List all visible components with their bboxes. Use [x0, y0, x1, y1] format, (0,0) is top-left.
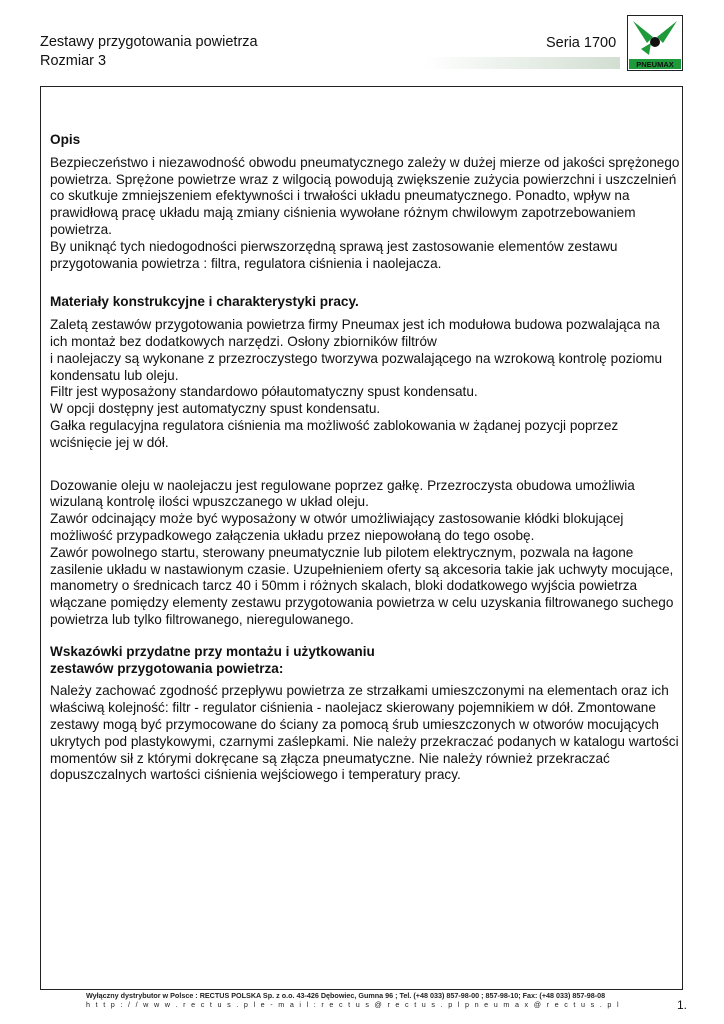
- section-heading-opis: Opis: [50, 132, 81, 147]
- paragraph: Zaletą zestawów przygotowania powietrza firmy Pneumax jest ich modułowa budowa pozwalająca na ich montaż bez dodatkowych narzędzi. Osłony zbiorników filtrów: [50, 317, 660, 349]
- paragraph: i naolejaczy są wykonane z przezroczystego tworzywa pozwalającego na wzrokową kontrolę poziomu kondensatu lub oleju.: [50, 350, 663, 383]
- pneumax-logo: [627, 15, 683, 71]
- header-gradient-band: [424, 57, 620, 69]
- paragraph: Bezpieczeństwo i niezawodność obwodu pneumatycznego zależy w dużej mierze od jakości sprężonego powietrza. Sprężone powietrze wraz z wilgocią powodują zwiększenie zużycia powierzchni i uszczelnień co skutkuje zmniejszeniem efektywności i trwałości układu pneumatycznego. Ponadto, wpływ na prawidłową pracę układu mają zmiany ciśnienia wywołane różnym chwilowym zapotrzebowaniem powietrza.: [50, 154, 680, 237]
- tips-heading-line-1: Wskazówki przydatne przy montażu i użytkowaniu: [50, 643, 375, 659]
- paragraph: Zawór powolnego startu, sterowany pneumatycznie lub pilotem elektrycznym, pozwala na łagone zasilenie układu w nastawionym czasie. Uzupełnieniem oferty są akcesoria takie jak uchwyty mocujące, manometry o średnicach tarcz 40 i 50mm i różnych skalach, bloki dodatkowego wyjścia powietrza włączane pomiędzy elementy zestawu przygotowania powietrza w celu uzyskania filtrowanego suchego powietrza lub tylko filtrowanego, nieregulowanego.: [50, 544, 674, 627]
- section-heading-tips: [50, 644, 680, 678]
- paragraph: By uniknąć tych niedogodności pierwszorzędną sprawą jest zastosowanie elementów zestawu przygotowania powietrza : filtra, regulatora ciśnienia i naolejacza.: [50, 238, 618, 271]
- page-number: 1.: [677, 998, 688, 1012]
- title-line-2: Rozmiar 3: [40, 53, 107, 69]
- series-label: Seria 1700: [546, 35, 617, 51]
- title-line-1: Zestawy przygotowania powietrza: [40, 34, 258, 50]
- paragraph: Zawór odcinający może być wyposażony w otwór umożliwiający zastosowanie kłódki blokującej możliwość przypadkowego załączenia układu przez niepowołaną do tego osobę.: [50, 511, 624, 543]
- document-title: [40, 33, 258, 71]
- paragraph: W opcji dostępny jest automatyczny spust kondensatu.: [50, 401, 381, 417]
- section-heading-materials: Materiały konstrukcyjne i charakterystyki pracy.: [50, 294, 359, 310]
- paragraph: Gałka regulacyjna regulatora ciśnienia ma możliwość zablokowania w żądanej pozycji poprzez wciśnięcie jej w dół.: [50, 417, 619, 450]
- paragraph: Należy zachować zgodność przepływu powietrza ze strzałkami umieszczonymi na elementach oraz ich właściwą kolejność: filtr - regulator ciśnienia - naolejacz skierowany pojemnikiem w dół. Zmontowane zestawy mogą być przymocowane do ściany za pomocą śrub umieszczonych w otworów mocujących ukrytych pod plastykowymi, czarnymi zaślepkami. Nie należy przekraczać podanych w katalogu wartości momentów sił z którymi dokręcane są złącza pneumatyczne. Nie należy również przekraczać dopuszczalnych wartości ciśnienia wejściowego i temperatury pracy.: [50, 683, 679, 783]
- document-body: [50, 132, 680, 784]
- tips-heading-line-2: zestawów przygotowania powietrza:: [50, 660, 284, 676]
- footer-distributor: Wyłączny dystrybutor w Polsce : RECTUS POLSKA Sp. z o.o. 43-426 Dębowiec, Gumna 96 ; Tel. (+48 033) 857-98-00 ; 857-98-10; Fax: (+48 033) 857-98-08: [86, 991, 606, 1000]
- logo-text: PNEUMAX: [636, 60, 674, 69]
- paragraph: Filtr jest wyposażony standardowo półautomatyczny spust kondensatu.: [50, 384, 478, 400]
- footer-contacts: h t t p : / / w w w . r e c t u s . p l e - m a i l : r e c t u s @ r e c t u s . p l p n e u m a x @ r e c t u s . p l: [86, 1000, 621, 1009]
- paragraph: Dozowanie oleju w naolejaczu jest regulowane poprzez gałkę. Przezroczysta obudowa umożliwia wizulaną kontrolę ilości wpuszczanego w układ oleju.: [50, 477, 635, 510]
- footer: [86, 991, 626, 1009]
